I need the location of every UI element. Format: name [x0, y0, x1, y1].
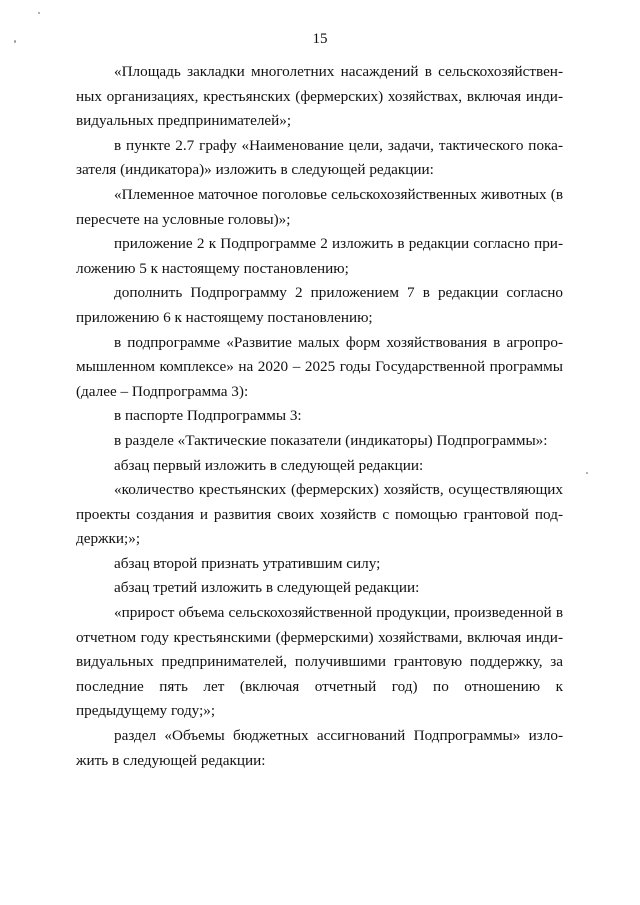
scan-speck [38, 12, 40, 14]
paragraph: абзац второй признать утратившим силу; [114, 554, 381, 572]
paragraph: дополнить Подпрограмму 2 приложением 7 в редакции согласно приложению 6 к настоящему постановлению; [76, 284, 563, 326]
page-number: 15 [312, 31, 328, 47]
paragraph: в разделе «Тактические показатели (индикаторы) Подпрограммы»: [114, 431, 548, 449]
paragraph: в паспорте Подпрограммы 3: [114, 407, 302, 425]
document-body [76, 60, 563, 773]
paragraph: «Площадь закладки многолетних насаждений в сельскохозяйственных организациях, крестьянских (фермерских) хозяйствах, включая индивидуальных предпринимателей»; [76, 63, 563, 130]
paragraph: «Племенное маточное поголовье сельскохозяйственных животных (в пересчете на условные головы)»; [76, 185, 563, 228]
paragraph: «прирост объема сельскохозяйственной продукции, произведенной в отчетном году крестьянскими (фермерскими) хозяйствами, включая индивидуальных предпринимателей, получившими грантовую поддержку, за последние пять лет (включая отчетный год) по отношению к предыдущему году;»; [76, 604, 563, 720]
paragraph: абзац первый изложить в следующей редакции: [114, 456, 424, 474]
scan-speck [586, 472, 588, 474]
paragraph: в пункте 2.7 графу «Наименование цели, задачи, тактического показателя (индикатора)» изложить в следующей редакции: [76, 136, 563, 179]
paragraph: абзац третий изложить в следующей редакции: [114, 579, 420, 597]
paragraph: «количество крестьянских (фермерских) хозяйств, осуществляющих проекты создания и развития своих хозяйств с помощью грантовой поддержки;»; [76, 481, 563, 548]
paragraph: в подпрограмме «Развитие малых форм хозяйствования в агропромышленном комплексе» на 2020 – 2025 годы Государственной программы (далее – Подпрограмма 3): [76, 333, 563, 400]
paragraph: раздел «Объемы бюджетных ассигнований Подпрограммы» изложить в следующей редакции: [76, 727, 563, 769]
paragraph: приложение 2 к Подпрограмме 2 изложить в редакции согласно приложению 5 к настоящему постановлению; [76, 235, 563, 277]
